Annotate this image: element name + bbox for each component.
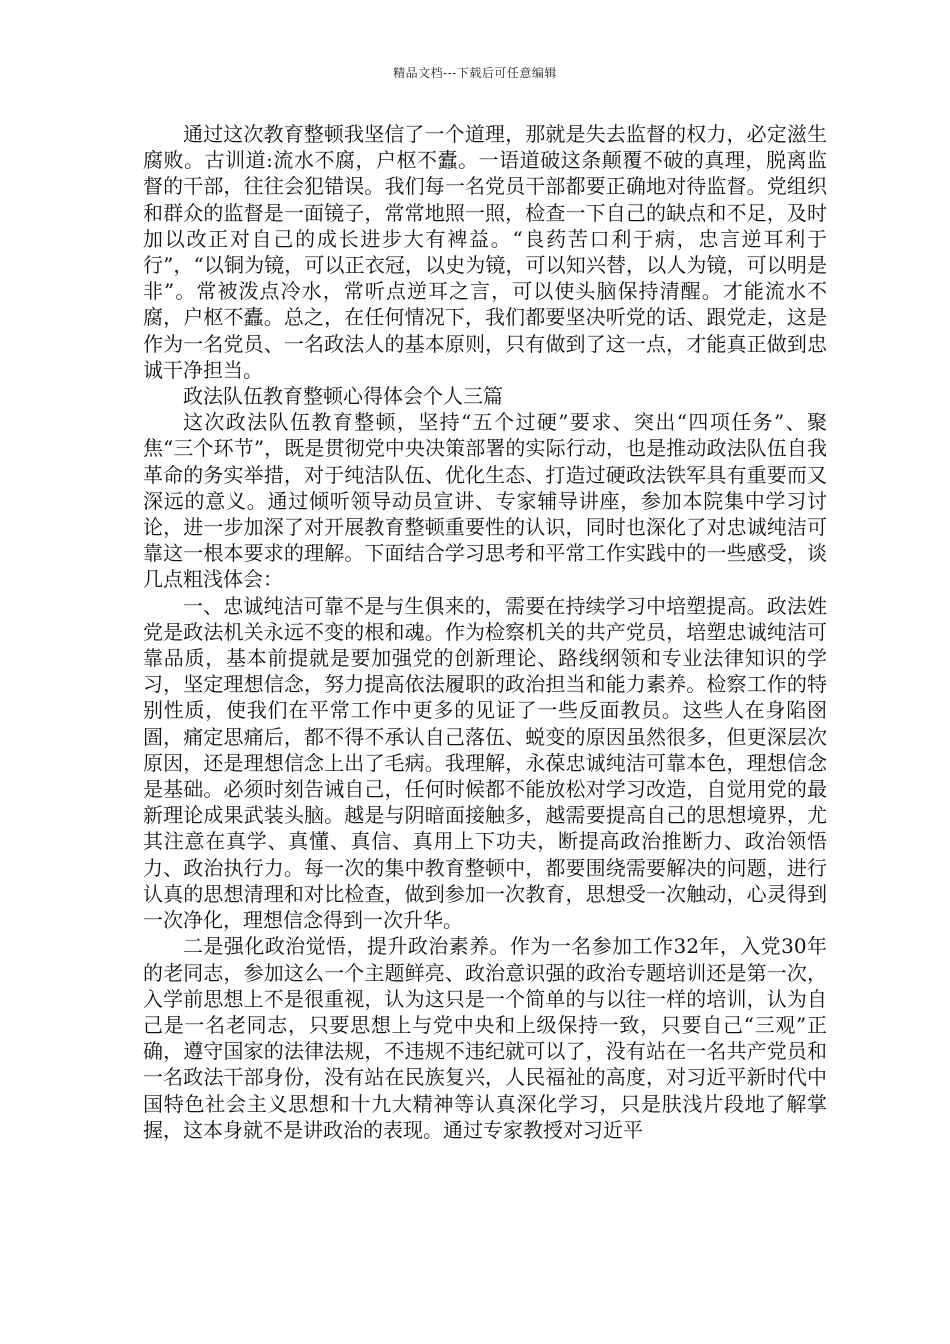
paragraph-point-two: 二是强化政治觉悟，提升政治素养。作为一名参加工作32年，入党30年的老同志，参加这么一个主题鲜亮、政治意识强的政治专题培训还是第一次，入学前思想上不是很重视，认为这只是一个简单的与以往一样的培训，认为自己是一名老同志，只要思想上与党中央和上级保持一致，只要自己“三观”正确，遵守国家的法律法规，不违规不违纪就可以了，没有站在一名共产党员和一名政法干部身份，没有站在民族复兴，人民福祉的高度，对习近平新时代中国特色社会主义思想和十九大精神等认真深化学习，只是肤浅片段地了解掌握，这本身就不是讲政治的表现。通过专家教授对习近平 — [143, 934, 827, 1142]
document-body — [143, 121, 827, 1143]
page-header: 精品文档---下载后可任意编辑 — [393, 66, 557, 80]
paragraph-supervision: 通过这次教育整顿我坚信了一个道理，那就是失去监督的权力，必定滋生腐败。古训道:流水不腐，户枢不蠹。一语道破这条颠覆不破的真理，脱离监督的干部，往往会犯错误。我们每一名党员干部都要正确地对待监督。党组织和群众的监督是一面镜子，常常地照一照，检查一下自己的缺点和不足，及时加以改正对自己的成长进步大有裨益。“良药苦口利于病，忠言逆耳利于行”，“以铜为镜，可以正衣冠，以史为镜，可以知兴替，以人为镜，可以明是非”。常被泼点冷水，常听点逆耳之言，可以使头脑保持清醒。才能流水不腐，户枢不蠹。总之，在任何情况下，我们都要坚决听党的话、跟党走，这是作为一名党员、一名政法人的基本原则，只有做到了这一点，才能真正做到忠诚干净担当。 — [143, 122, 827, 382]
paragraph-intro: 这次政法队伍教育整顿，坚持“五个过硬”要求、突出“四项任务”、聚焦“三个环节”，既是贯彻党中央决策部署的实际行动，也是推动政法队伍自我革命的务实举措，对于纯洁队伍、优化生态、打造过硬政法铁军具有重要而又深远的意义。通过倾听领导动员宣讲、专家辅导讲座，参加本院集中学习讨论，进一步加深了对开展教育整顿重要性的认识，同时也深化了对忠诚纯洁可靠这一根本要求的理解。下面结合学习思考和平常工作实践中的一些感受，谈几点粗浅体会： — [143, 410, 827, 592]
paragraph-point-one: 一、忠诚纯洁可靠不是与生俱来的，需要在持续学习中培塑提高。政法姓党是政法机关永远不变的根和魂。作为检察机关的共产党员，培塑忠诚纯洁可靠品质，基本前提就是要加强党的创新理论、路线纲领和专业法律知识的学习，坚定理想信念，努力提高依法履职的政治担当和能力素养。检察工作的特别性质，使我们在平常工作中更多的见证了一些反面教员。这些人在身陷囹圄，痛定思痛后，都不得不承认自己落伍、蜕变的原因虽然很多，但更深层次原因，还是理想信念上出了毛病。我理解，永葆忠诚纯洁可靠本色，理想信念是基础。必须时刻告诫自己，任何时候都不能放松对学习改造，自觉用党的最新理论成果武装头脑。越是与阴暗面接触多，越需要提高自己的思想境界，尤其注意在真学、真懂、真信、真用上下功夫，断提高政治推断力、政治领悟力、政治执行力。每一次的集中教育整顿中，都要围绕需要解决的问题，进行认真的思想清理和对比检查，做到参加一次教育，思想受一次触动，心灵得到一次净化，理想信念得到一次升华。 — [143, 593, 827, 933]
section-title: 政法队伍教育整顿心得体会个人三篇 — [183, 384, 503, 409]
